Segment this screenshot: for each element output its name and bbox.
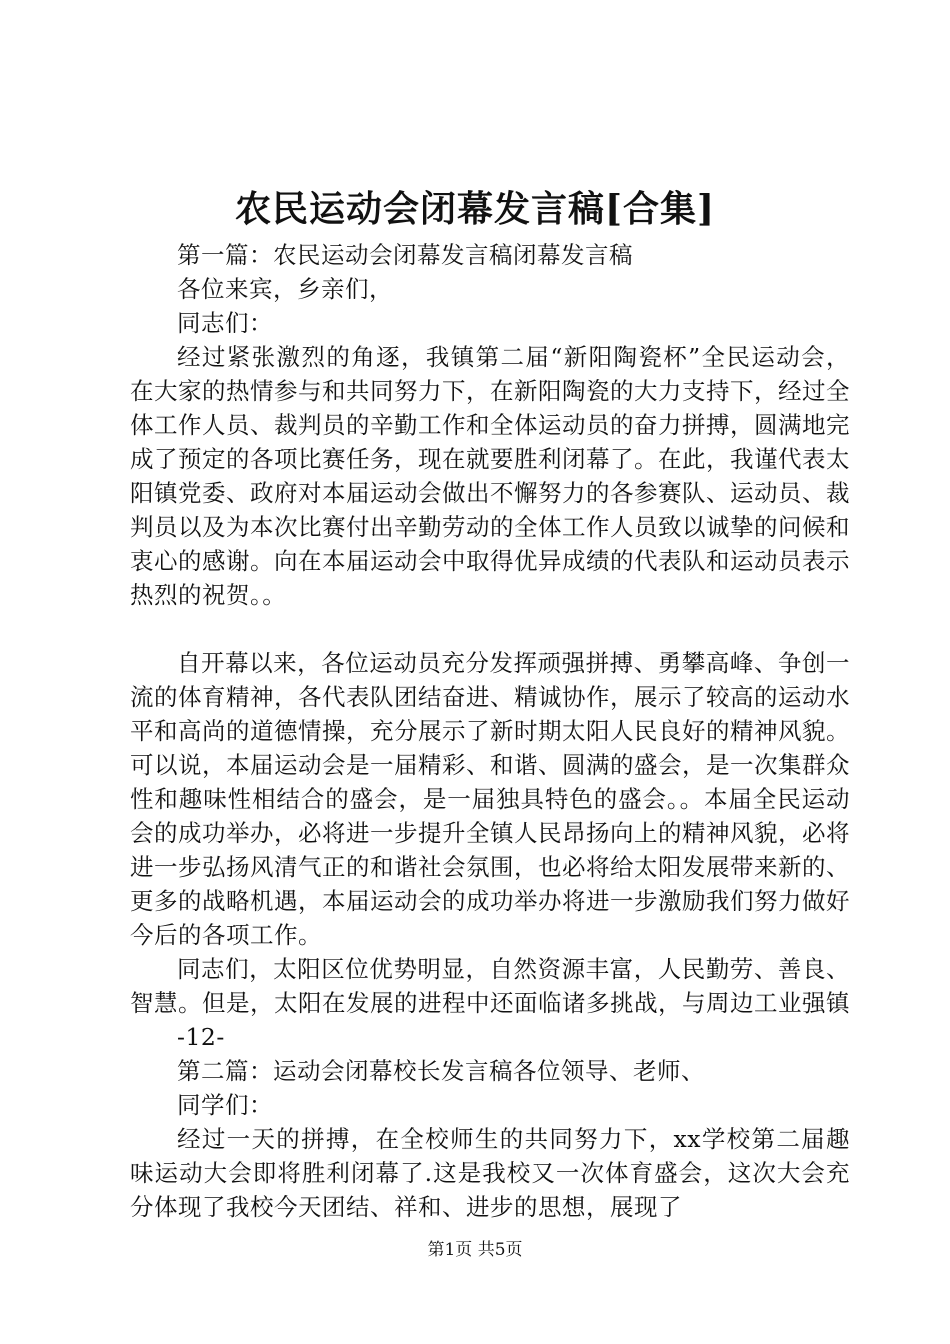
body-paragraph-2: 自开幕以来，各位运动员充分发挥顽强拼搏、勇攀高峰、争创一流的体育精神，各代表队团结奋进、精诚协作，展示了较高的运动水平和高尚的道德情操，充分展示了新时期太阳人民良好的精神风貌。可以说，本届运动会是一届精彩、和谐、圆满的盛会，是一次集群众性和趣味性相结合的盛会，是一届独具特色的盛会。。本届全民运动会的成功举办，必将进一步提升全镇人民昂扬向上的精神风貌，必将进一步弘扬风清气正的和谐社会氛围，也必将给太阳发展带来新的、更多的战略机遇，本届运动会的成功举办将进一步激励我们努力做好今后的各项工作。: [130, 649, 850, 949]
salutation-students: 同学们：: [177, 1091, 273, 1119]
body-paragraph-1: 经过紧张激烈的角逐，我镇第二届“新阳陶瓷杯”全民运动会，在大家的热情参与和共同努力下，在新阳陶瓷的大力支持下，经过全体工作人员、裁判员的辛勤工作和全体运动员的奋力拼搏，圆满地完成了预定的各项比赛任务，现在就要胜利闭幕了。在此，我谨代表太阳镇党委、政府对本届运动会做出不懈努力的各参赛队、运动员、裁判员以及为本次比赛付出辛勤劳动的全体工作人员致以诚挚的问候和衷心的感谢。向在本届运动会中取得优异成绩的代表队和运动员表示热烈的祝贺。。: [130, 343, 850, 609]
body-paragraph-4: 经过一天的拼搏，在全校师生的共同努力下，xx学校第二届趣味运动大会即将胜利闭幕了.这是我校又一次体育盛会，这次大会充分体现了我校今天团结、祥和、进步的思想，展现了: [130, 1125, 850, 1221]
section-heading-2: 第二篇：运动会闭幕校长发言稿各位领导、老师、: [177, 1057, 705, 1085]
body-paragraph-3: 同志们，太阳区位优势明显，自然资源丰富，人民勤劳、善良、智慧。但是，太阳在发展的进程中还面临诸多挑战，与周边工业强镇: [130, 955, 850, 1017]
section-heading-1: 第一篇：农民运动会闭幕发言稿闭幕发言稿: [177, 241, 633, 269]
salutation-comrades: 同志们：: [177, 309, 273, 337]
document-title: 农民运动会闭幕发言稿[合集]: [234, 188, 716, 230]
page-marker: -12-: [177, 1023, 225, 1051]
salutation-guests: 各位来宾，乡亲们，: [177, 275, 393, 303]
document-body: [130, 238, 850, 1224]
paragraph-spacer: [130, 612, 850, 646]
page-footer: 第1页 共5页: [427, 1240, 523, 1260]
